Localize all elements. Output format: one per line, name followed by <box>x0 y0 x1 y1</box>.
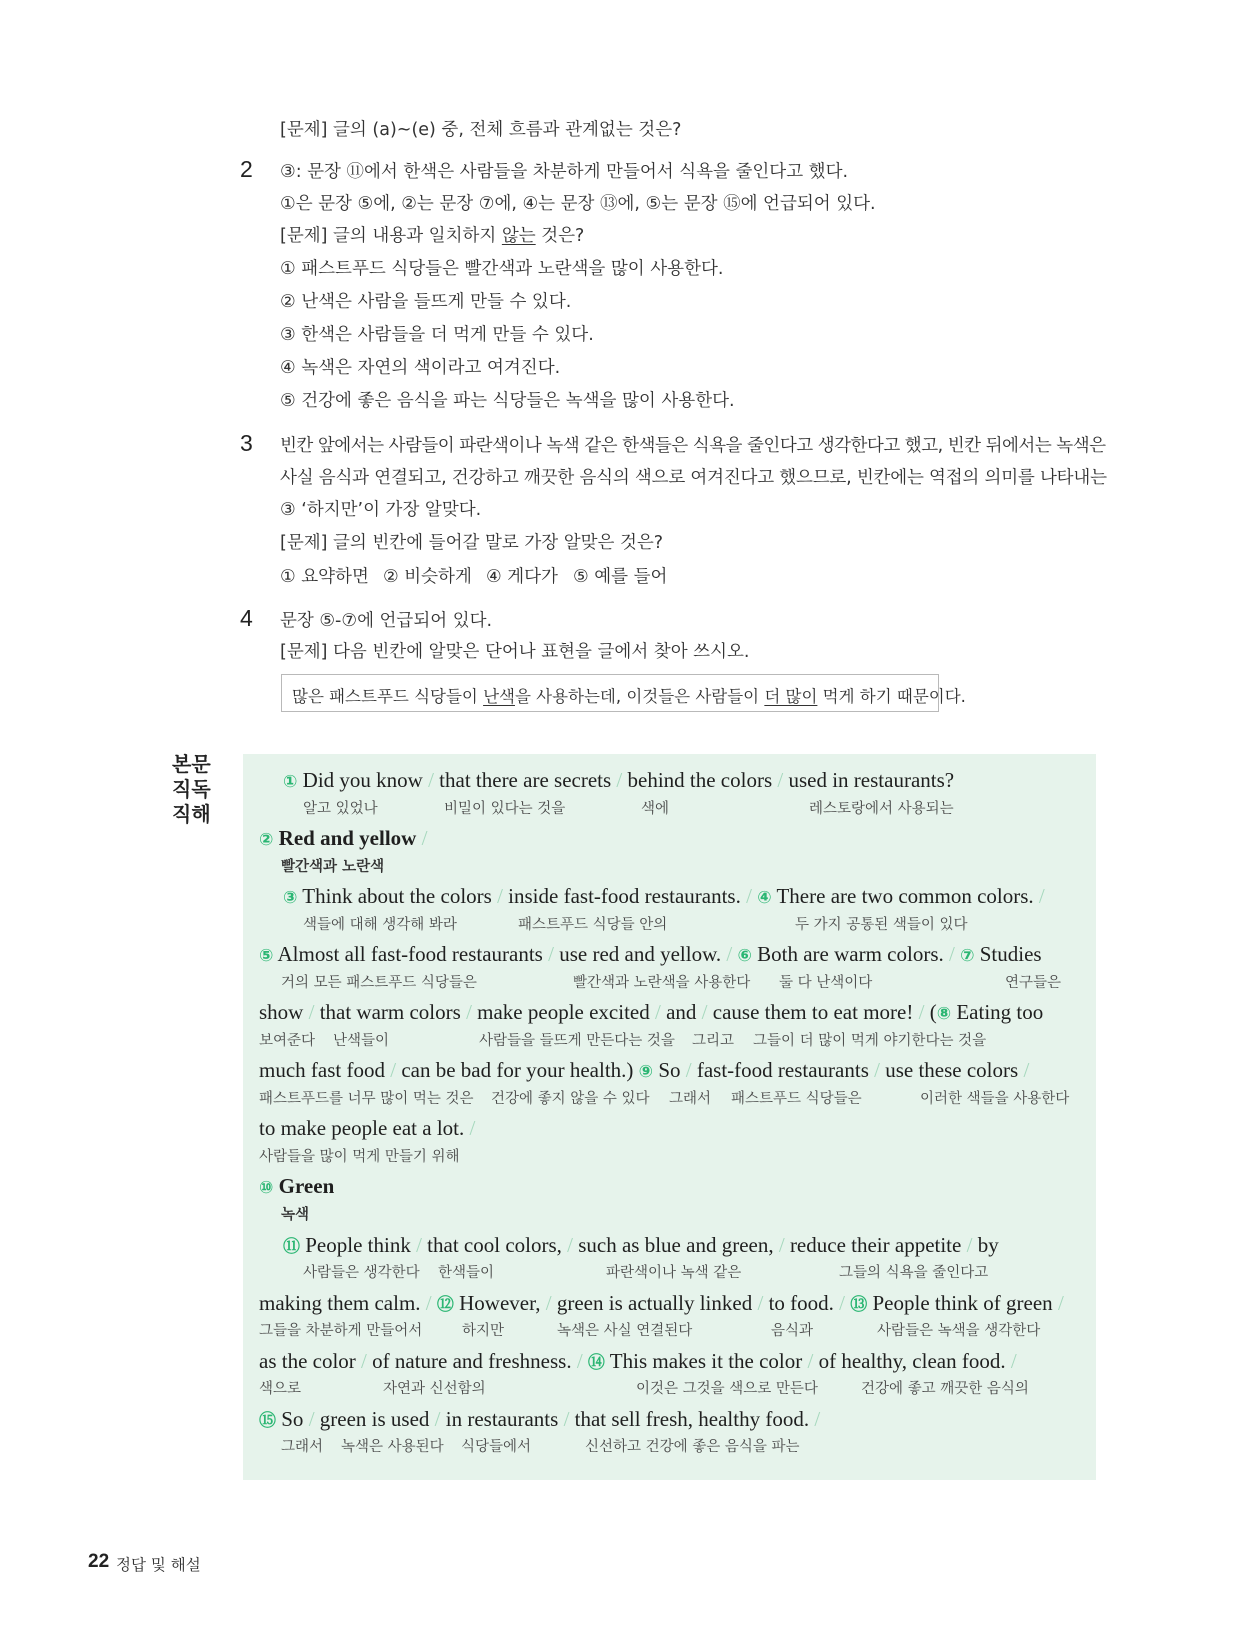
translation-s7-e: 이러한 색들을 사용한다 <box>920 1091 1070 1107</box>
translation-s15-a: 그래서 <box>281 1439 324 1455</box>
translation-s7-d: 패스트푸드 식당들은 <box>731 1091 862 1107</box>
q2-explanation-line1: ③: 문장 ⑪에서 한색은 사람들을 차분하게 만들어서 식욕을 줄인다고 했다. <box>280 162 849 182</box>
reading-line-s1: ① Did you know / that there are secrets / behind the colors / used in restaurants? <box>283 768 955 792</box>
reading-line-s10: ⑩ Green <box>259 1174 335 1198</box>
translation-s15-d: 신선하고 건강에 좋은 음식을 파는 <box>585 1439 800 1455</box>
q3-option-2: ② 비슷하게 <box>383 567 472 587</box>
translation-s12-c: 녹색은 사실 연결된다 <box>557 1323 693 1339</box>
reading-line-s2: ② Red and yellow / <box>259 826 428 850</box>
translation-s5-a: 거의 모든 패스트푸드 식당들은 <box>281 975 477 991</box>
translation-s5-b: 빨간색과 노란색을 사용한다 <box>573 975 751 991</box>
q3-explanation-line3: ③ ‘하지만’이 가장 알맞다. <box>280 500 482 520</box>
q3-number: 3 <box>240 430 253 456</box>
q2-problem: [문제] 글의 내용과 일치하지 않는 것은? <box>280 226 585 246</box>
q4-explanation-line1: 문장 ⑤-⑦에 언급되어 있다. <box>280 611 493 631</box>
translation-s11-c: 파란색이나 녹색 같은 <box>606 1265 742 1281</box>
translation-s6-d: 그리고 <box>692 1033 735 1049</box>
translation-s11-a: 사람들은 생각한다 <box>303 1265 420 1281</box>
side-label-line-2: 직독 <box>172 777 211 801</box>
translation-s6-a: 보여준다 <box>259 1033 316 1049</box>
translation-s6-b: 난색들이 <box>333 1033 390 1049</box>
translation-s3-b: 패스트푸드 식당들 안의 <box>518 917 668 933</box>
q2-option-5: ⑤ 건강에 좋은 음식을 파는 식당들은 녹색을 많이 사용한다. <box>280 391 735 411</box>
q4-answer-blank-2: 더 많이 <box>764 687 818 706</box>
translation-s12-b: 하지만 <box>462 1323 505 1339</box>
translation-s1-c: 색에 <box>641 801 670 817</box>
translation-s13-c: 이것은 그것을 색으로 만든다 <box>636 1381 818 1397</box>
q2-option-2: ② 난색은 사람을 들뜨게 만들 수 있다. <box>280 292 572 312</box>
translation-s13-a: 색으로 <box>259 1381 302 1397</box>
reading-line-s15: ⑮ So / green is used / in restaurants / that sell fresh, healthy food. / <box>259 1407 821 1431</box>
section-side-label <box>172 752 211 827</box>
q3-explanation-line2: 사실 음식과 연결되고, 건강하고 깨끗한 음식의 색으로 여겨진다고 했으므로, 빈칸에는 역접의 의미를 나타내는 <box>280 468 1107 488</box>
reading-line-s5: ⑤ Almost all fast-food restaurants / use red and yellow. / ⑥ Both are warm colors. / ⑦ Studies <box>259 942 1042 966</box>
translation-s11-b: 한색들이 <box>438 1265 495 1281</box>
translation-s5-c: 둘 다 난색이다 <box>779 975 873 991</box>
q2-option-1: ① 패스트푸드 식당들은 빨간색과 노란색을 많이 사용한다. <box>280 259 724 279</box>
q2-number: 2 <box>240 156 253 182</box>
translation-s1-d: 레스토랑에서 사용되는 <box>809 801 954 817</box>
translation-s8: 사람들을 많이 먹게 만들기 위해 <box>259 1149 460 1165</box>
translation-s7-c: 그래서 <box>669 1091 712 1107</box>
translation-s11-d: 그들의 식욕을 줄인다고 <box>839 1265 989 1281</box>
translation-s13-d: 건강에 좋고 깨끗한 음식의 <box>861 1381 1029 1397</box>
translation-s1-a: 알고 있었나 <box>303 801 378 817</box>
translation-s12-e: 사람들은 녹색을 생각한다 <box>877 1323 1041 1339</box>
q3-explanation-line1: 빈칸 앞에서는 사람들이 파란색이나 녹색 같은 한색들은 식욕을 줄인다고 생각한다고 했고, 빈칸 뒤에서는 녹색은 <box>280 436 1106 456</box>
translation-s10: 녹색 <box>281 1207 310 1223</box>
reading-line-s6: show / that warm colors / make people excited / and / cause them to eat more! / (⑧ Eating too <box>259 1000 1044 1024</box>
footer-label: 정답 및 해설 <box>116 1556 201 1574</box>
q4-answer-sentence: 많은 패스트푸드 식당들이 난색을 사용하는데, 이것들은 사람들이 더 많이 먹게 하기 때문이다. <box>292 687 966 706</box>
reading-line-s12: making them calm. / ⑫ However, / green is actually linked / to food. / ⑬ People think of green / <box>259 1291 1064 1315</box>
translation-s2: 빨간색과 노란색 <box>281 859 385 875</box>
translation-s3-c: 두 가지 공통된 색들이 있다 <box>795 917 968 933</box>
translation-s15-b: 녹색은 사용된다 <box>341 1439 444 1455</box>
translation-s13-b: 자연과 신선함의 <box>383 1381 486 1397</box>
q3-option-1: ① 요약하면 <box>280 567 369 587</box>
translation-s6-e: 그들이 더 많이 먹게 야기한다는 것을 <box>753 1033 987 1049</box>
reading-line-s7: much fast food / can be bad for your health.) ⑨ So / fast-food restaurants / use these colors / <box>259 1058 1030 1082</box>
translation-s1-b: 비밀이 있다는 것을 <box>444 801 566 817</box>
translation-s5-d: 연구들은 <box>1005 975 1062 991</box>
q2-option-3: ③ 한색은 사람들을 더 먹게 만들 수 있다. <box>280 325 594 345</box>
reading-line-s13: as the color / of nature and freshness. / ⑭ This makes it the color / of healthy, clean food. / <box>259 1349 1017 1373</box>
side-label-line-3: 직해 <box>172 802 211 826</box>
translation-s3-a: 색들에 대해 생각해 봐라 <box>303 917 457 933</box>
side-label-line-1: 본문 <box>172 752 211 776</box>
q1-problem: [문제] 글의 (a)~(e) 중, 전체 흐름과 관계없는 것은? <box>280 120 682 140</box>
translation-s15-c: 식당들에서 <box>461 1439 532 1455</box>
q2-explanation-line2: ①은 문장 ⑤에, ②는 문장 ⑦에, ④는 문장 ⑬에, ⑤는 문장 ⑮에 언급되어 있다. <box>280 194 876 214</box>
reading-line-s8: to make people eat a lot. / <box>259 1116 476 1140</box>
q3-problem: [문제] 글의 빈칸에 들어갈 말로 가장 알맞은 것은? <box>280 533 664 553</box>
translation-s7-a: 패스트푸드를 너무 많이 먹는 것은 <box>259 1091 474 1107</box>
q4-problem: [문제] 다음 빈칸에 알맞은 단어나 표현을 글에서 찾아 쓰시오. <box>280 642 750 662</box>
q4-number: 4 <box>240 605 253 631</box>
q4-answer-blank-1: 난색 <box>483 687 515 706</box>
reading-line-s11: ⑪ People think / that cool colors, / such as blue and green, / reduce their appetite / by <box>283 1233 999 1257</box>
translation-s12-a: 그들을 차분하게 만들어서 <box>259 1323 423 1339</box>
reading-line-s3: ③ Think about the colors / inside fast-food restaurants. / ④ There are two common colors. / <box>283 884 1045 908</box>
translation-s6-c: 사람들을 들뜨게 만든다는 것을 <box>479 1033 675 1049</box>
q3-option-5: ⑤ 예를 들어 <box>573 567 668 587</box>
q3-option-4: ④ 게다가 <box>486 567 558 587</box>
q2-option-4: ④ 녹색은 자연의 색이라고 여겨진다. <box>280 358 561 378</box>
translation-s12-d: 음식과 <box>771 1323 814 1339</box>
translation-s7-b: 건강에 좋지 않을 수 있다 <box>491 1091 650 1107</box>
page-number: 22 <box>88 1551 110 1572</box>
